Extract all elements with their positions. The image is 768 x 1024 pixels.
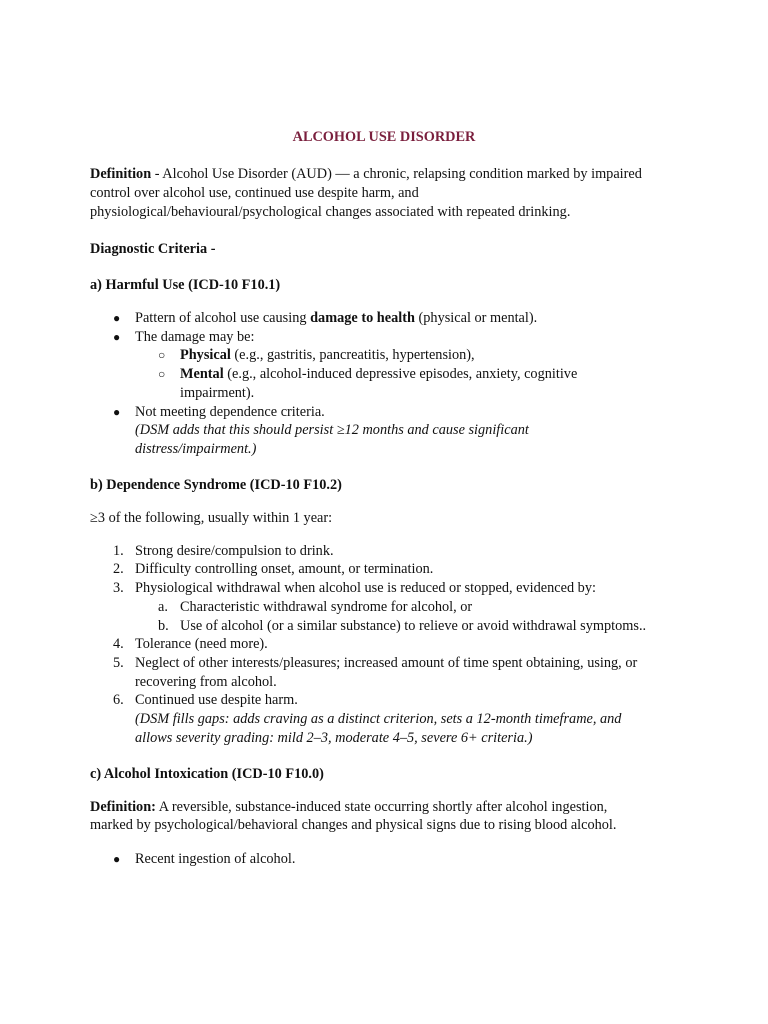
circle-bullet-icon: ○ [158, 367, 166, 381]
definition-line-2: control over alcohol use, continued use despite harm, and [90, 185, 419, 201]
intoxication-heading: c) Alcohol Intoxication (ICD-10 F10.0) [90, 766, 324, 782]
harmful-sub-1 [180, 346, 475, 364]
harmful-sub1-rest: (e.g., gastritis, pancreatitis, hypertension), [230, 347, 475, 363]
list-letter: a. [158, 599, 168, 615]
dependence-item-6: Continued use despite harm. [135, 692, 298, 708]
intoxication-def-line-2: marked by psychological/behavioral changes and physical signs due to rising blood alcohol. [90, 817, 617, 833]
harmful-b1-post: (physical or mental). [414, 310, 538, 326]
bullet-icon: ● [113, 311, 121, 325]
definition-separator: - [151, 166, 163, 182]
harmful-sub2-bold: Mental [180, 366, 224, 382]
list-number: 4. [113, 636, 124, 652]
list-number: 1. [113, 543, 124, 559]
dependence-heading: b) Dependence Syndrome (ICD-10 F10.2) [90, 477, 342, 493]
list-number: 2. [113, 561, 124, 577]
dependence-item-2: Difficulty controlling onset, amount, or termination. [135, 561, 434, 577]
intoxication-def-line-1 [90, 798, 607, 816]
definition-line-3: physiological/behavioural/psychological changes associated with repeated drinking. [90, 204, 571, 220]
list-number: 6. [113, 692, 124, 708]
intoxication-def-label: Definition: [90, 799, 156, 815]
diagnostic-heading: Diagnostic Criteria - [90, 241, 216, 257]
dependence-item-5: Neglect of other interests/pleasures; increased amount of time spent obtaining, using, or [135, 655, 638, 671]
dependence-item-5-cont: recovering from alcohol. [135, 674, 277, 690]
harmful-sub-2 [180, 365, 577, 383]
harmful-b1-bold: damage to health [310, 310, 415, 326]
dependence-sub-a: Characteristic withdrawal syndrome for alcohol, or [180, 599, 473, 615]
harmful-note-2: distress/impairment.) [135, 441, 257, 457]
harmful-note-1: (DSM adds that this should persist ≥12 months and cause significant [135, 422, 529, 438]
list-number: 3. [113, 580, 124, 596]
page-title: ALCOHOL USE DISORDER [292, 129, 476, 145]
dependence-intro: ≥3 of the following, usually within 1 year: [90, 510, 333, 526]
bullet-icon: ● [113, 405, 121, 419]
definition-label: Definition [90, 166, 152, 182]
harmful-use-heading: a) Harmful Use (ICD-10 F10.1) [90, 277, 281, 293]
harmful-sub-2-cont: impairment). [180, 385, 255, 401]
list-number: 5. [113, 655, 124, 671]
circle-bullet-icon: ○ [158, 348, 166, 362]
intoxication-bullet-1: Recent ingestion of alcohol. [135, 851, 296, 867]
harmful-b1-pre: Pattern of alcohol use causing [135, 310, 311, 326]
definition-line-1 [90, 165, 642, 183]
dependence-note-2: allows severity grading: mild 2–3, moderate 4–5, severe 6+ criteria.) [135, 730, 533, 746]
harmful-bullet-1 [135, 309, 537, 327]
dependence-sub-b: Use of alcohol (or a similar substance) to relieve or avoid withdrawal symptoms.. [180, 618, 647, 634]
dependence-note-1: (DSM fills gaps: adds craving as a distinct criterion, sets a 12-month timeframe, and [135, 711, 622, 727]
intoxication-def-text-1: A reversible, substance-induced state occurring shortly after alcohol ingestion, [155, 799, 608, 815]
harmful-sub2-rest: (e.g., alcohol-induced depressive episodes, anxiety, cognitive [223, 366, 578, 382]
dependence-item-4: Tolerance (need more). [135, 636, 268, 652]
harmful-bullet-2: The damage may be: [135, 329, 255, 345]
list-letter: b. [158, 618, 169, 634]
harmful-bullet-3: Not meeting dependence criteria. [135, 404, 325, 420]
definition-text-1: Alcohol Use Disorder (AUD) — a chronic, relapsing condition marked by impaired [162, 166, 642, 182]
dependence-item-1: Strong desire/compulsion to drink. [135, 543, 334, 559]
bullet-icon: ● [113, 330, 121, 344]
bullet-icon: ● [113, 852, 121, 866]
dependence-item-3: Physiological withdrawal when alcohol use is reduced or stopped, evidenced by: [135, 580, 596, 596]
harmful-sub1-bold: Physical [180, 347, 231, 363]
